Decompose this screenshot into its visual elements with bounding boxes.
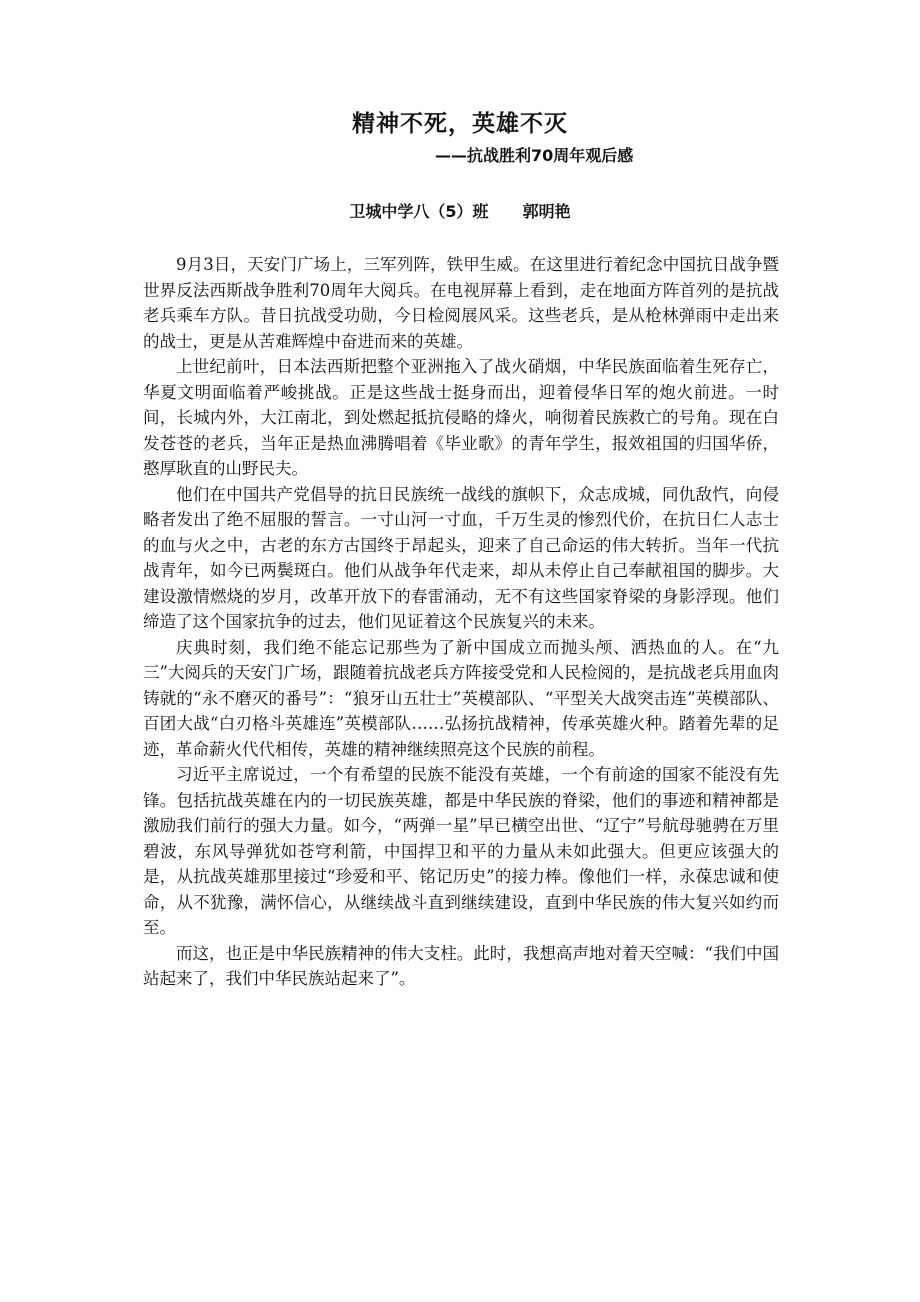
- paragraph: 上世纪前叶，日本法西斯把整个亚洲拖入了战火硝烟，中华民族面临着生死存亡，华夏文明面临着严峻挑战。正是这些战士挺身而出，迎着侵华日军的炮火前进。一时间，长城内外，大江南北，到处燃起抵抗侵略的烽火，响彻着民族救亡的号角。现在白发苍苍的老兵，当年正是热血沸腾唱着《毕业歌》的青年学生，报效祖国的归国华侨，憨厚耿直的山野民夫。: [143, 357, 779, 478]
- author-name: 郭明艳: [522, 202, 571, 221]
- paragraph: 庆典时刻，我们绝不能忘记那些为了新中国成立而抛头颅、洒热血的人。在“九三”大阅兵的天安门广场，跟随着抗战老兵方阵接受党和人民检阅的，是抗战老兵用血肉铸就的“永不磨灭的番号”：“狼牙山五壮士”英模部队、“平型关大战突击连”英模部队、百团大战“白刃格斗英雄连”英模部队……弘扬抗战精神，传承英雄火种。踏着先辈的足迹，革命薪火代代相传，英雄的精神继续照亮这个民族的前程。: [143, 637, 779, 759]
- essay-subtitle: ——抗战胜利70周年观后感: [435, 146, 634, 165]
- author-school-class: 卫城中学八（5）班: [349, 202, 489, 221]
- paragraph: 9月3日，天安门广场上，三军列阵，铁甲生威。在这里进行着纪念中国抗日战争暨世界反法西斯战争胜利70周年大阅兵。在电视屏幕上看到，走在地面方阵首列的是抗战老兵乘车方队。昔日抗战受功勋，今日检阅展风采。这些老兵，是从枪林弹雨中走出来的战士，更是从苦难辉煌中奋进而来的英雄。: [143, 255, 779, 351]
- essay-title: 精神不死，英雄不灭: [352, 111, 568, 137]
- paragraph: 而这，也正是中华民族精神的伟大支柱。此时，我想高声地对着天空喊：“我们中国站起来了，我们中华民族站起来了”。: [143, 943, 779, 988]
- author-line: [0, 200, 920, 224]
- essay-body: [143, 252, 779, 992]
- paragraph: 他们在中国共产党倡导的抗日民族统一战线的旗帜下，众志成城，同仇敌忾，向侵略者发出了绝不屈服的誓言。一寸山河一寸血，千万生灵的惨烈代价，在抗日仁人志士的血与火之中，古老的东方古国终于昂起头，迎来了自己命运的伟大转折。当年一代抗战青年，如今已两鬓斑白。他们从战争年代走来，却从未停止自己奉献祖国的脚步。大建设激情燃烧的岁月，改革开放下的春雷涌动，无不有这些国家脊梁的身影浮现。他们缔造了这个国家抗争的过去，他们见证着这个民族复兴的未来。: [143, 484, 779, 631]
- paragraph: 习近平主席说过，一个有希望的民族不能没有英雄，一个有前途的国家不能没有先锋。包括抗战英雄在内的一切民族英雄，都是中华民族的脊梁，他们的事迹和精神都是激励我们前行的强大力量。如今，“两弹一星”早已横空出世、“辽宁”号航母驰骋在万里碧波，东风导弹犹如苍穹利箭，中国捍卫和平的力量从未如此强大。但更应该强大的是，从抗战英雄那里接过“珍爱和平、铭记历史”的接力棒。像他们一样，永葆忠诚和使命，从不犹豫，满怀信心，从继续战斗直到继续建设，直到中华民族的伟大复兴如约而至。: [143, 765, 779, 937]
